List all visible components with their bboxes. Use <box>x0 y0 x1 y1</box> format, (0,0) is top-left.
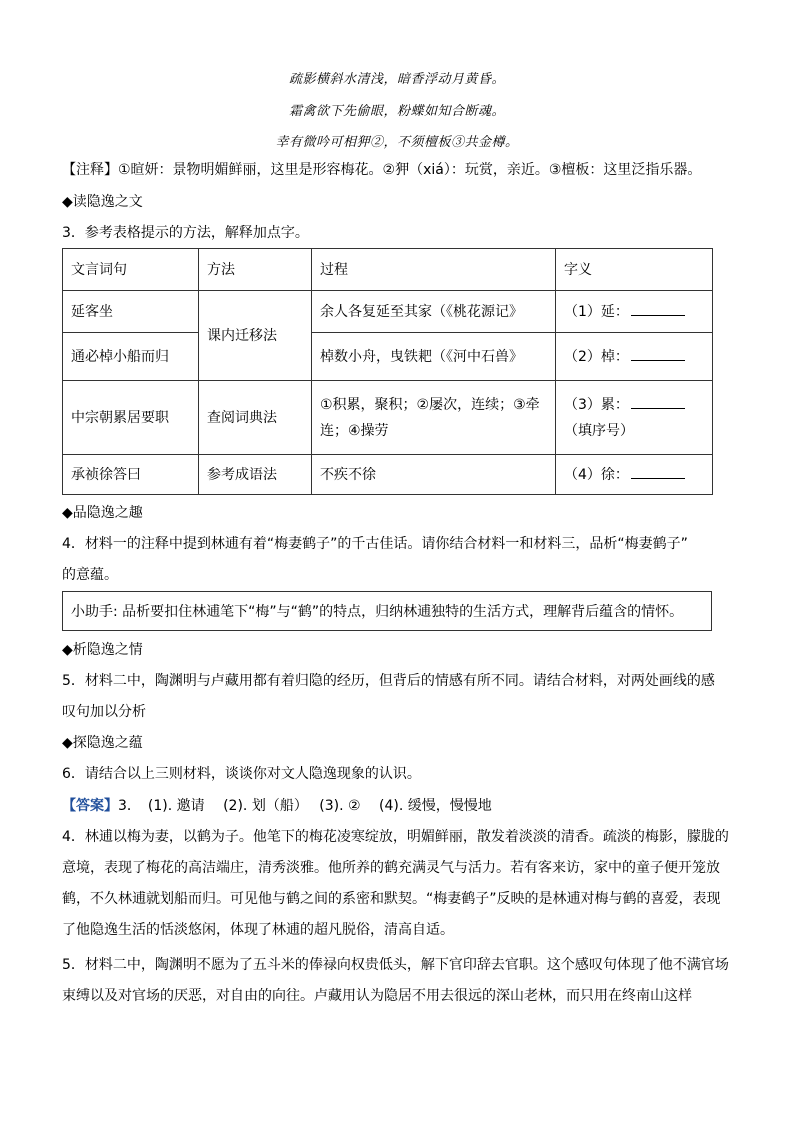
table-cell-meaning <box>556 333 713 381</box>
question-6: 6．请结合以上三则材料，谈谈你对文人隐逸现象的认识。 <box>62 766 421 782</box>
section-heading-explore: ◆探隐逸之蕴 <box>62 735 143 751</box>
section-heading-taste: ◆品隐逸之趣 <box>62 505 143 521</box>
table-header-cell: 过程 <box>312 249 556 291</box>
table-header-cell: 字义 <box>556 249 713 291</box>
meaning-hint: （填序号） <box>564 422 634 439</box>
table-cell-process: 棹数小舟，曳铁耙（《河中石兽》 <box>312 333 556 381</box>
answer-blank[interactable] <box>631 394 685 409</box>
table-row <box>63 381 713 455</box>
poem-line-1: 疏影横斜水清浅，暗香浮动月黄昏。 <box>288 72 505 87</box>
poem-line-2: 霜禽欲下先偷眼，粉蝶如知合断魂。 <box>288 104 505 119</box>
table-cell-process: 余人各复延至其家（《桃花源记》 <box>312 291 556 333</box>
table-cell-meaning <box>556 381 713 455</box>
question-3: 3．参考表格提示的方法，解释加点字。 <box>62 225 309 241</box>
answer-4-paragraph: 4．林逋以梅为妻，以鹤为子。他笔下的梅花凌寒绽放，明媚鲜丽，散发着淡淡的清香。疏淡的梅影，朦胧的意境，表现了梅花的高洁端庄，清秀淡雅。他所养的鹤充满灵气与活力。若有客来访，家中的童子便开笼放鹤，不久林逋就划船而归。可见他与鹤之间的系密和默契。“梅妻鹤子”反映的是林逋对梅与鹤的喜爱，表现了他隐逸生活的恬淡悠闲，体现了林逋的超凡脱俗，清高自适。 <box>62 829 729 938</box>
answer-line <box>62 796 732 816</box>
section-heading-read: ◆读隐逸之文 <box>62 194 143 210</box>
table-cell-process: ①积累，聚积；②屡次，连续；③牵连；④操劳 <box>312 381 556 455</box>
table-cell-phrase: 承祯徐答曰 <box>63 455 199 495</box>
poem-line-3: 幸有微吟可相狎②，不须檀板③共金樽。 <box>275 135 519 150</box>
answer-tag: 【答案】 <box>62 798 118 814</box>
table-header-row <box>63 249 713 291</box>
table-row <box>63 291 713 333</box>
answer-blank[interactable] <box>631 346 685 361</box>
table-cell-meaning <box>556 291 713 333</box>
table-cell-method: 参考成语法 <box>199 455 312 495</box>
question-4-line-1: 4．材料一的注释中提到林逋有着“梅妻鹤子”的千古佳话。请你结合材料一和材料三，品析“梅妻鹤子” <box>62 536 688 552</box>
vocabulary-table <box>62 248 713 495</box>
table-row <box>63 333 713 381</box>
question-5-line-1: 5．材料二中，陶渊明与卢藏用都有着归隐的经历，但背后的情感有所不同。请结合材料，对两处画线的感 <box>62 673 715 689</box>
question-4-line-2: 的意蕴。 <box>62 567 118 583</box>
table-header-cell: 方法 <box>199 249 312 291</box>
helper-box: 小助手: 品析要扣住林逋笔下“梅”与“鹤”的特点，归纳林逋独特的生活方式，理解背后蕴含的情怀。 <box>62 591 712 631</box>
annotation-note: 【注释】①暄妍：景物明媚鲜丽，这里是形容梅花。②狎（xiá）：玩赏，亲近。③檀板：这里泛指乐器。 <box>62 162 702 178</box>
table-cell-meaning <box>556 455 713 495</box>
answer-blank[interactable] <box>631 301 685 316</box>
meaning-label: （1）延： <box>564 303 629 320</box>
meaning-label: （4）徐： <box>564 466 629 483</box>
table-cell-phrase: 通必棹小船而归 <box>63 333 199 381</box>
question-5-line-2: 叹句加以分析 <box>62 704 146 720</box>
answer-5-paragraph: 5．材料二中，陶渊明不愿为了五斗米的俸禄向权贵低头，解下官印辞去官职。这个感叹句体现了他不满官场束缚以及对官场的厌恶，对自由的向往。卢藏用认为隐居不用去很远的深山老林，而只用在终南山这样 <box>62 957 729 1004</box>
table-cell-process: 不疾不徐 <box>312 455 556 495</box>
table-cell-phrase: 中宗朝累居要职 <box>63 381 199 455</box>
table-header-cell: 文言词句 <box>63 249 199 291</box>
table-row <box>63 455 713 495</box>
answer-text: 3． (1). 邀请 (2). 划（船） (3). ② (4). 缓慢，慢慢地 <box>118 798 492 814</box>
section-heading-analyze: ◆析隐逸之情 <box>62 642 143 658</box>
table-cell-method: 课内迁移法 <box>199 291 312 381</box>
meaning-label: （3）累： <box>564 396 629 413</box>
table-cell-method: 查阅词典法 <box>199 381 312 455</box>
answer-blank[interactable] <box>631 464 685 479</box>
table-cell-phrase: 延客坐 <box>63 291 199 333</box>
meaning-label: （2）棹： <box>564 348 629 365</box>
